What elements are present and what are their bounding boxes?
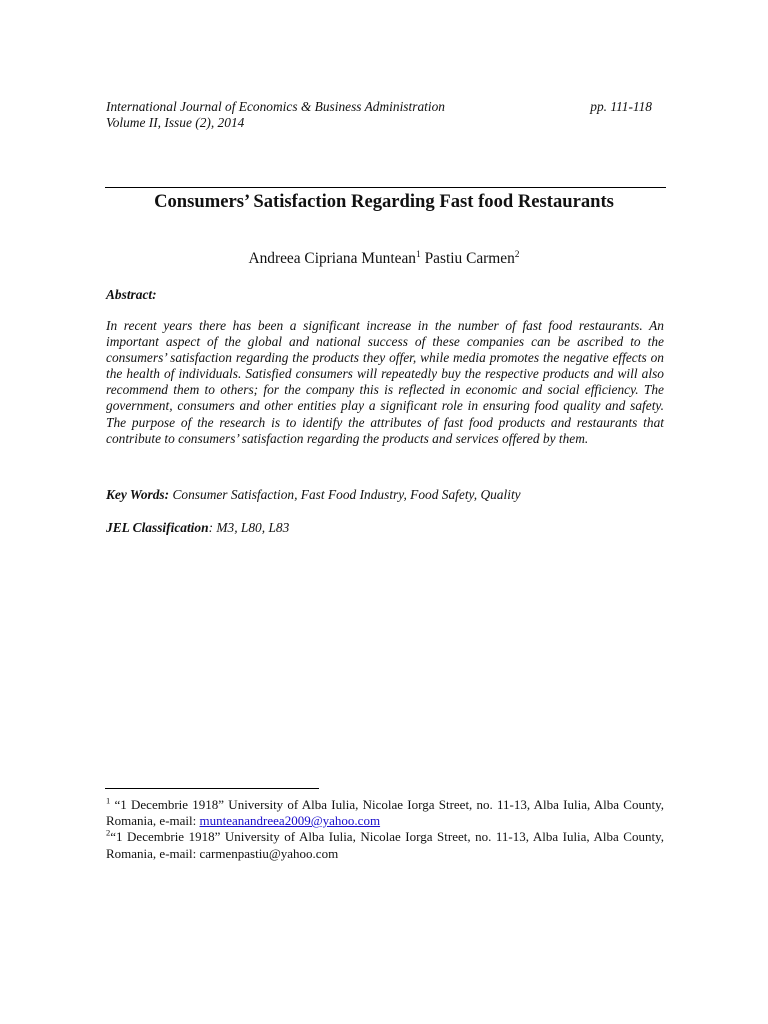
footnote bbox=[106, 829, 664, 861]
footnote-mark: 2 bbox=[106, 828, 111, 839]
author-name: Pastiu Carmen bbox=[424, 250, 515, 267]
running-header bbox=[106, 99, 652, 131]
jel-codes: : M3, L80, L83 bbox=[208, 520, 290, 535]
journal-name: International Journal of Economics & Business Administration bbox=[106, 99, 445, 114]
email-link[interactable]: munteanandreea2009@yahoo.com bbox=[199, 813, 381, 829]
jel-label: JEL Classification bbox=[106, 520, 209, 535]
keywords-line bbox=[106, 487, 664, 503]
volume-issue: Volume II, Issue (2), 2014 bbox=[106, 115, 245, 130]
author-footnote-mark[interactable]: 2 bbox=[514, 249, 520, 260]
footnote-text: “1 Decembrie 1918” University of Alba Iulia, Nicolae Iorga Street, no. 11-13, Alba Iulia, Alba County, Romania, e-mail: bbox=[106, 797, 664, 829]
footnote-mark: 1 bbox=[106, 795, 111, 806]
footnote-text: “1 Decembrie 1918” University of Alba Iulia, Nicolae Iorga Street, no. 11-13, Alba Iulia, Alba County, Romania, e-mail: bbox=[106, 829, 664, 861]
author-line bbox=[0, 249, 768, 269]
abstract-heading: Abstract: bbox=[106, 287, 157, 302]
abstract-text: In recent years there has been a significant increase in the number of fast food restaurants. An important aspect of the global and national success of these companies can be ascribed to the consumers’ satisfaction regarding the products they offer, while media promotes the negative effects on the health of individuals. Satisfied consumers will repeatedly buy the respective products and will also recommend them to others; for the company this is reflected in economic and social efficiency. The government, consumers and other entities play a significant role in ensuring food quality and safety. The purpose of the research is to identify the attributes of fast food products and restaurants that contribute to consumers’ satisfaction regarding the products and services offered by them. bbox=[106, 318, 664, 446]
paper-title: Consumers’ Satisfaction Regarding Fast food Restaurants bbox=[154, 191, 614, 212]
page-range: pp. 111-118 bbox=[590, 99, 652, 114]
author-footnote-mark[interactable]: 1 bbox=[415, 249, 421, 260]
author-name: Andreea Cipriana Muntean bbox=[248, 250, 416, 267]
title-rule bbox=[105, 187, 666, 188]
header-top-row bbox=[106, 99, 652, 115]
footnote bbox=[106, 797, 664, 829]
keywords-label: Key Words: bbox=[106, 487, 170, 502]
email-text: carmenpastiu@yahoo.com bbox=[199, 845, 339, 861]
footnote-rule bbox=[105, 788, 319, 789]
footnotes bbox=[106, 797, 664, 862]
jel-line bbox=[106, 520, 664, 536]
keywords-text: Consumer Satisfaction, Fast Food Industry, Food Safety, Quality bbox=[172, 487, 521, 502]
